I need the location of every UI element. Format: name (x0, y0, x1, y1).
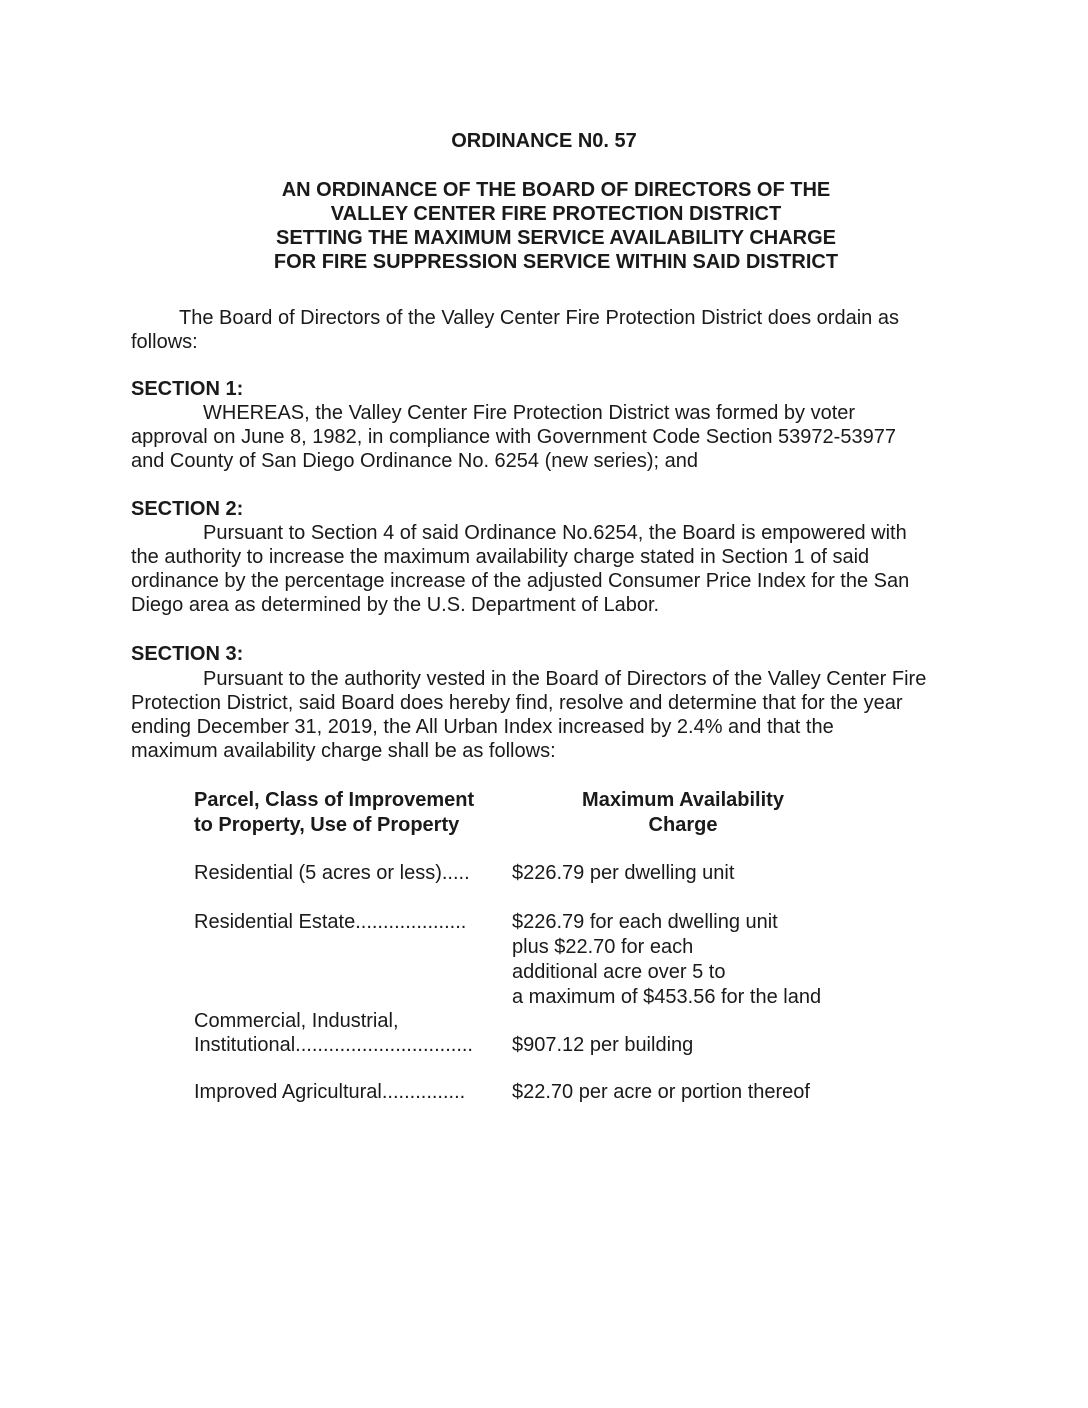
table-header-category-line-1: Parcel, Class of Improvement (194, 789, 475, 811)
section-3-line-1: Pursuant to the authority vested in the Board of Directors of the Valley Center Fire (203, 668, 927, 690)
table-row-3-category-line-2: Institutional................................ (194, 1034, 473, 1056)
table-row-4-charge: $22.70 per acre or portion thereof (512, 1081, 810, 1103)
section-3-line-4: maximum availability charge shall be as follows: (131, 740, 556, 762)
section-3-label: SECTION 3: (131, 643, 244, 665)
intro-line-2: follows: (131, 331, 198, 353)
table-row-2-category: Residential Estate.................... (194, 911, 467, 933)
table-row-2-charge-line-4: a maximum of $453.56 for the land (512, 986, 822, 1008)
table-header-charge-line-1: Maximum Availability (582, 789, 784, 811)
section-3-line-3: ending December 31, 2019, the All Urban Index increased by 2.4% and that the (131, 716, 834, 738)
intro-line-1: The Board of Directors of the Valley Center Fire Protection District does ordain as (179, 307, 899, 329)
section-2-line-4: Diego area as determined by the U.S. Department of Labor. (131, 594, 660, 616)
section-1-line-2: approval on June 8, 1982, in compliance with Government Code Section 53972-53977 (131, 426, 896, 448)
section-2-line-2: the authority to increase the maximum availability charge stated in Section 1 of said (131, 546, 870, 568)
section-2-label: SECTION 2: (131, 498, 244, 520)
section-1-line-3: and County of San Diego Ordinance No. 6254 (new series); and (131, 450, 699, 472)
section-3-line-2: Protection District, said Board does hereby find, resolve and determine that for the year (131, 692, 903, 714)
section-2-line-3: ordinance by the percentage increase of the adjusted Consumer Price Index for the San (131, 570, 910, 592)
table-row-2-charge-line-2: plus $22.70 for each (512, 936, 694, 958)
table-row-1-category: Residential (5 acres or less)..... (194, 862, 470, 884)
table-row-2-charge-line-3: additional acre over 5 to (512, 961, 726, 983)
section-2-line-1: Pursuant to Section 4 of said Ordinance No.6254, the Board is empowered with (203, 522, 907, 544)
table-row-3-category-line-1: Commercial, Industrial, (194, 1010, 399, 1032)
section-1-line-1: WHEREAS, the Valley Center Fire Protection District was formed by voter (203, 402, 856, 424)
section-1-label: SECTION 1: (131, 378, 244, 400)
heading-line-3: SETTING THE MAXIMUM SERVICE AVAILABILITY CHARGE (275, 227, 837, 249)
ordinance-number: ORDINANCE N0. 57 (451, 130, 637, 152)
table-header-charge-line-2: Charge (648, 814, 718, 836)
table-row-4-category: Improved Agricultural............... (194, 1081, 466, 1103)
heading-line-2: VALLEY CENTER FIRE PROTECTION DISTRICT (330, 203, 782, 225)
ordinance-heading (0, 178, 1088, 274)
heading-line-4: FOR FIRE SUPPRESSION SERVICE WITHIN SAID DISTRICT (273, 251, 839, 273)
heading-line-1: AN ORDINANCE OF THE BOARD OF DIRECTORS OF THE (281, 179, 831, 201)
table-header-category-line-2: to Property, Use of Property (194, 814, 460, 836)
table-row-2-charge-line-1: $226.79 for each dwelling unit (512, 911, 778, 933)
table-row-3-charge: $907.12 per building (512, 1034, 694, 1056)
table-row-1-charge: $226.79 per dwelling unit (512, 862, 735, 884)
